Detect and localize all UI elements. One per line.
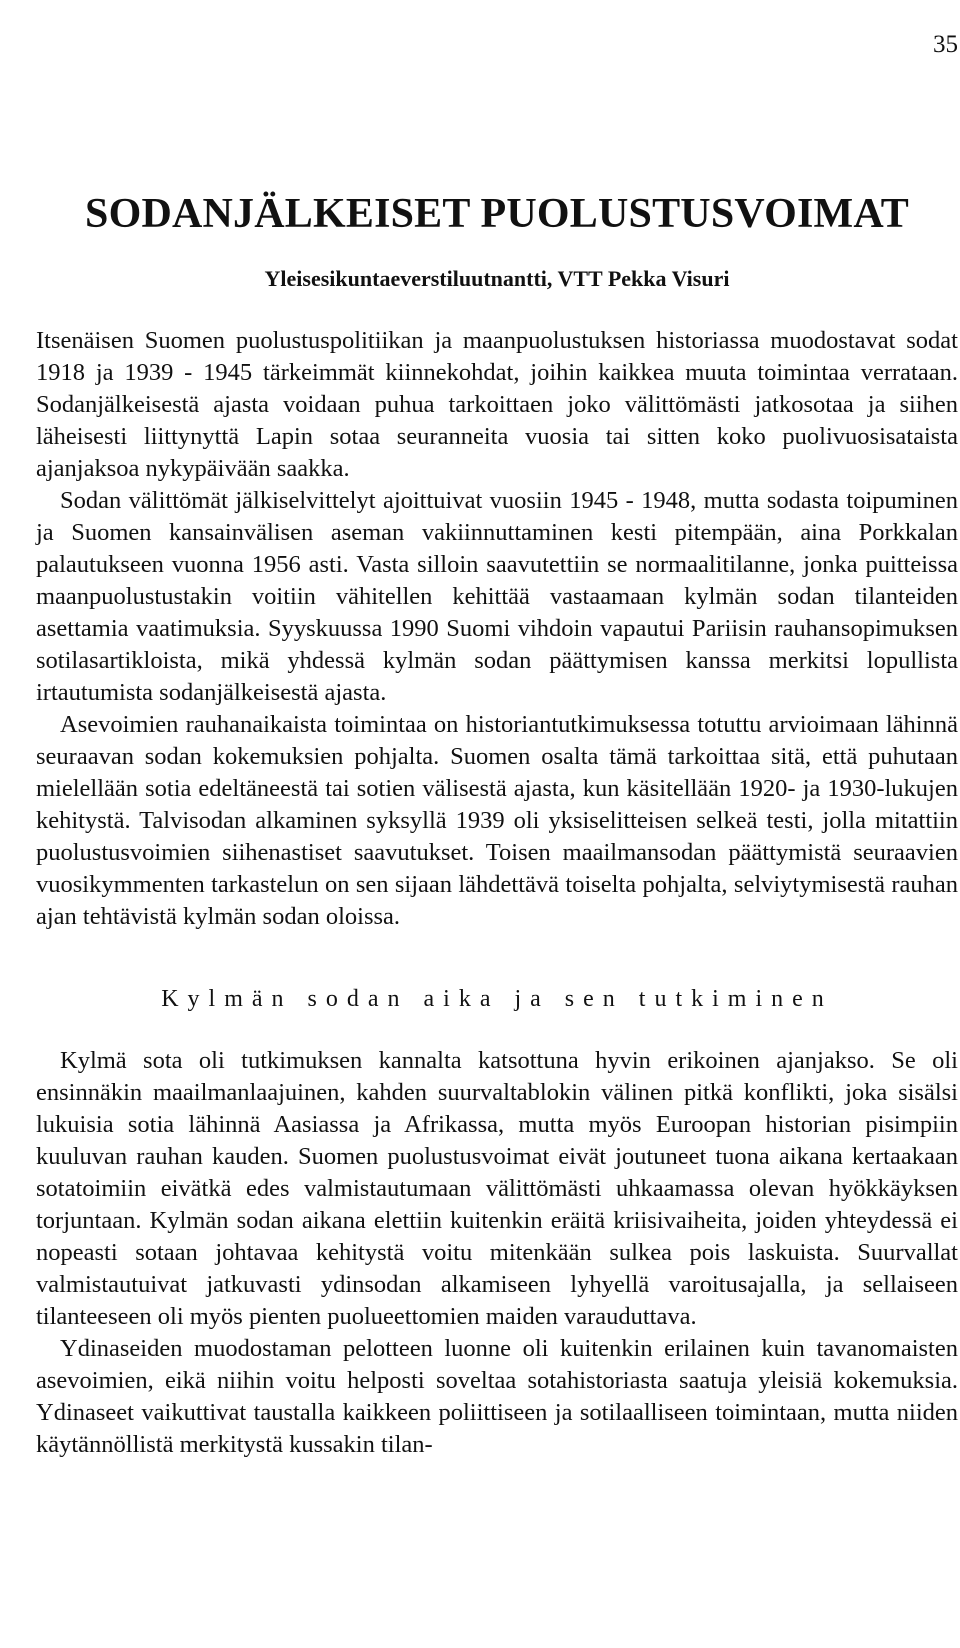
body-paragraph-1: Itsenäisen Suomen puolustuspolitiikan ja maanpuolustuksen historiassa muodostavat sodat 1918 ja 1939 - 1945 tärkeimmät kiinnekohdat, joihin kaikkea muuta toimintaa verrataan. Sodanjälkeisestä ajasta voidaan puhua tarkoittaen joko välittömästi jatkosotaa ja siihen läheisesti liittynyttä Lapin sotaa seuranneita vuosia tai sitten koko puolivuosisataista ajanjaksoa nykypäivään saakka.: [36, 327, 958, 482]
document-page: [36, 0, 958, 1648]
body-paragraph-3: Asevoimien rauhanaikaista toimintaa on historiantutkimuksessa totuttu arvioimaan lähinnä seuraavan sodan kokemuksien pohjalta. Suomen osalta tämä tarkoittaa sitä, että puhutaan mielellään sotia edeltäneestä tai sotien välisestä ajasta, kun käsitellään 1920- ja 1930-lukujen kehitystä. Talvisodan alkaminen syksyllä 1939 oli yksiselitteisen selkeä testi, jolla mitattiin puolustusvoimien siihenastiset saavutukset. Toisen maailmansodan päättymistä seuraavien vuosikymmenten tarkastelun on sen sijaan lähdettävä toiselta pohjalta, selviytymisestä rauhan ajan tehtävistä kylmän sodan oloissa.: [36, 711, 958, 930]
article-author: Yleisesikuntaeverstiluutnantti, VTT Pekka Visuri: [264, 266, 730, 291]
article-title: SODANJÄLKEISET PUOLUSTUSVOIMAT: [85, 191, 909, 237]
article-body: [36, 325, 958, 1461]
body-paragraph-2: Sodan välittömät jälkiselvittelyt ajoittuivat vuosiin 1945 - 1948, mutta sodasta toipuminen ja Suomen kansainvälisen aseman vakiinnuttaminen kesti pitempään, aina Porkkalan palautukseen vuonna 1956 asti. Vasta silloin saavutettiin se normaalitilanne, jonka puitteissa maanpuolustustakin voitiin vähitellen kehittää vastaamaan kylmän sodan tilanteiden asettamia vaatimuksia. Syyskuussa 1990 Suomi vihdoin vapautui Pariisin rauhansopimuksen sotilasartikloista, mikä yhdessä kylmän sodan päättymisen kanssa merkitsi lopullista irtautumista sodanjälkeisestä ajasta.: [36, 487, 958, 706]
page-number: 35: [933, 31, 958, 58]
body-paragraph-4: Kylmä sota oli tutkimuksen kannalta katsottuna hyvin erikoinen ajanjakso. Se oli ensinnäkin maailmanlaajuinen, kahden suurvaltablokin välinen pitkä konflikti, joka sisälsi lukuisia sotia lähinnä Aasiassa ja Afrikassa, mutta myös Euroopan historian pisimpiin kuuluvan rauhan kauden. Suomen puolustusvoimat eivät joutuneet tuona aikana kertaakaan sotatoimiin eivätkä edes valmistautumaan välittömästi uhkaamassa olevan hyökkäyksen torjuntaan. Kylmän sodan aikana elettiin kuitenkin eräitä kriisivaiheita, joiden yhteydessä ei nopeasti sotaan johtavaa kehitystä voitu mitenkään sulkea pois laskuista. Suurvallat valmistautuivat jatkuvasti ydinsodan alkamiseen lyhyellä varoitusajalla, ja sellaiseen tilanteeseen oli myös pienten puolueettomien maiden varauduttava.: [36, 1047, 958, 1330]
body-paragraph-5: Ydinaseiden muodostaman pelotteen luonne oli kuitenkin erilainen kuin tavanomaisten asevoimien, eikä niihin voitu helposti soveltaa sotahistoriasta saatuja yleisiä kokemuksia. Ydinaseet vaikuttivat taustalla kaikkeen poliittiseen ja sotilaalliseen toimintaan, mutta niiden käytännöllistä merkitystä kussakin tilan-: [36, 1335, 958, 1458]
section-heading: Kylmän sodan aika ja sen tutkiminen: [161, 986, 833, 1012]
